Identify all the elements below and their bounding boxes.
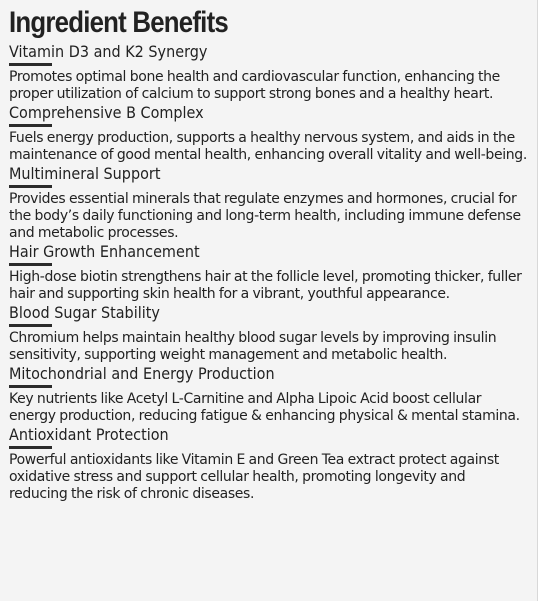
benefit-heading: Vitamin D3 and K2 Synergy (9, 42, 208, 61)
benefit-heading: Hair Growth Enhancement (9, 242, 200, 261)
benefit-item-mitochondrial (9, 364, 527, 425)
heading-underline (9, 124, 52, 127)
benefit-item-antioxidant (9, 425, 527, 503)
benefit-description: High-dose biotin strengthens hair at the follicle level, promoting thicker, fuller hair and supporting skin health for a vibrant, youthful appearance. (9, 269, 522, 302)
benefit-description: Powerful antioxidants like Vitamin E and Green Tea extract protect against oxidative stress and support cellular health, promoting longevity and reducing the risk of chronic diseases. (9, 452, 499, 502)
benefit-description: Key nutrients like Acetyl L-Carnitine and Alpha Lipoic Acid boost cellular energy production, reducing fatigue & enhancing physical & mental stamina. (9, 391, 520, 424)
heading-underline (9, 185, 52, 188)
page-title: Ingredient Benefits (9, 6, 228, 39)
benefit-item-vitamin-d3-k2 (9, 42, 527, 103)
benefit-item-hair-growth (9, 242, 527, 303)
heading-underline (9, 446, 52, 449)
benefit-heading: Antioxidant Protection (9, 425, 169, 444)
benefit-heading: Blood Sugar Stability (9, 303, 160, 322)
benefit-description: Chromium helps maintain healthy blood sugar levels by improving insulin sensitivity, supporting weight management and metabolic health. (9, 330, 497, 363)
benefit-item-b-complex (9, 103, 527, 164)
benefit-item-multimineral (9, 164, 527, 242)
benefit-description: Provides essential minerals that regulate enzymes and hormones, crucial for the body’s daily functioning and long-term health, including immune defense and metabolic processes. (9, 191, 521, 241)
heading-underline (9, 385, 52, 388)
benefit-heading: Mitochondrial and Energy Production (9, 364, 275, 383)
benefit-heading: Multimineral Support (9, 164, 161, 183)
benefit-heading: Comprehensive B Complex (9, 103, 204, 122)
benefit-item-blood-sugar (9, 303, 527, 364)
heading-underline (9, 263, 52, 266)
benefit-description: Promotes optimal bone health and cardiovascular function, enhancing the proper utilization of calcium to support strong bones and a healthy heart. (9, 69, 500, 102)
heading-underline (9, 63, 52, 66)
benefits-list (9, 42, 527, 503)
heading-underline (9, 324, 52, 327)
benefit-description: Fuels energy production, supports a healthy nervous system, and aids in the maintenance of good mental health, enhancing overall vitality and well-being. (9, 130, 527, 163)
